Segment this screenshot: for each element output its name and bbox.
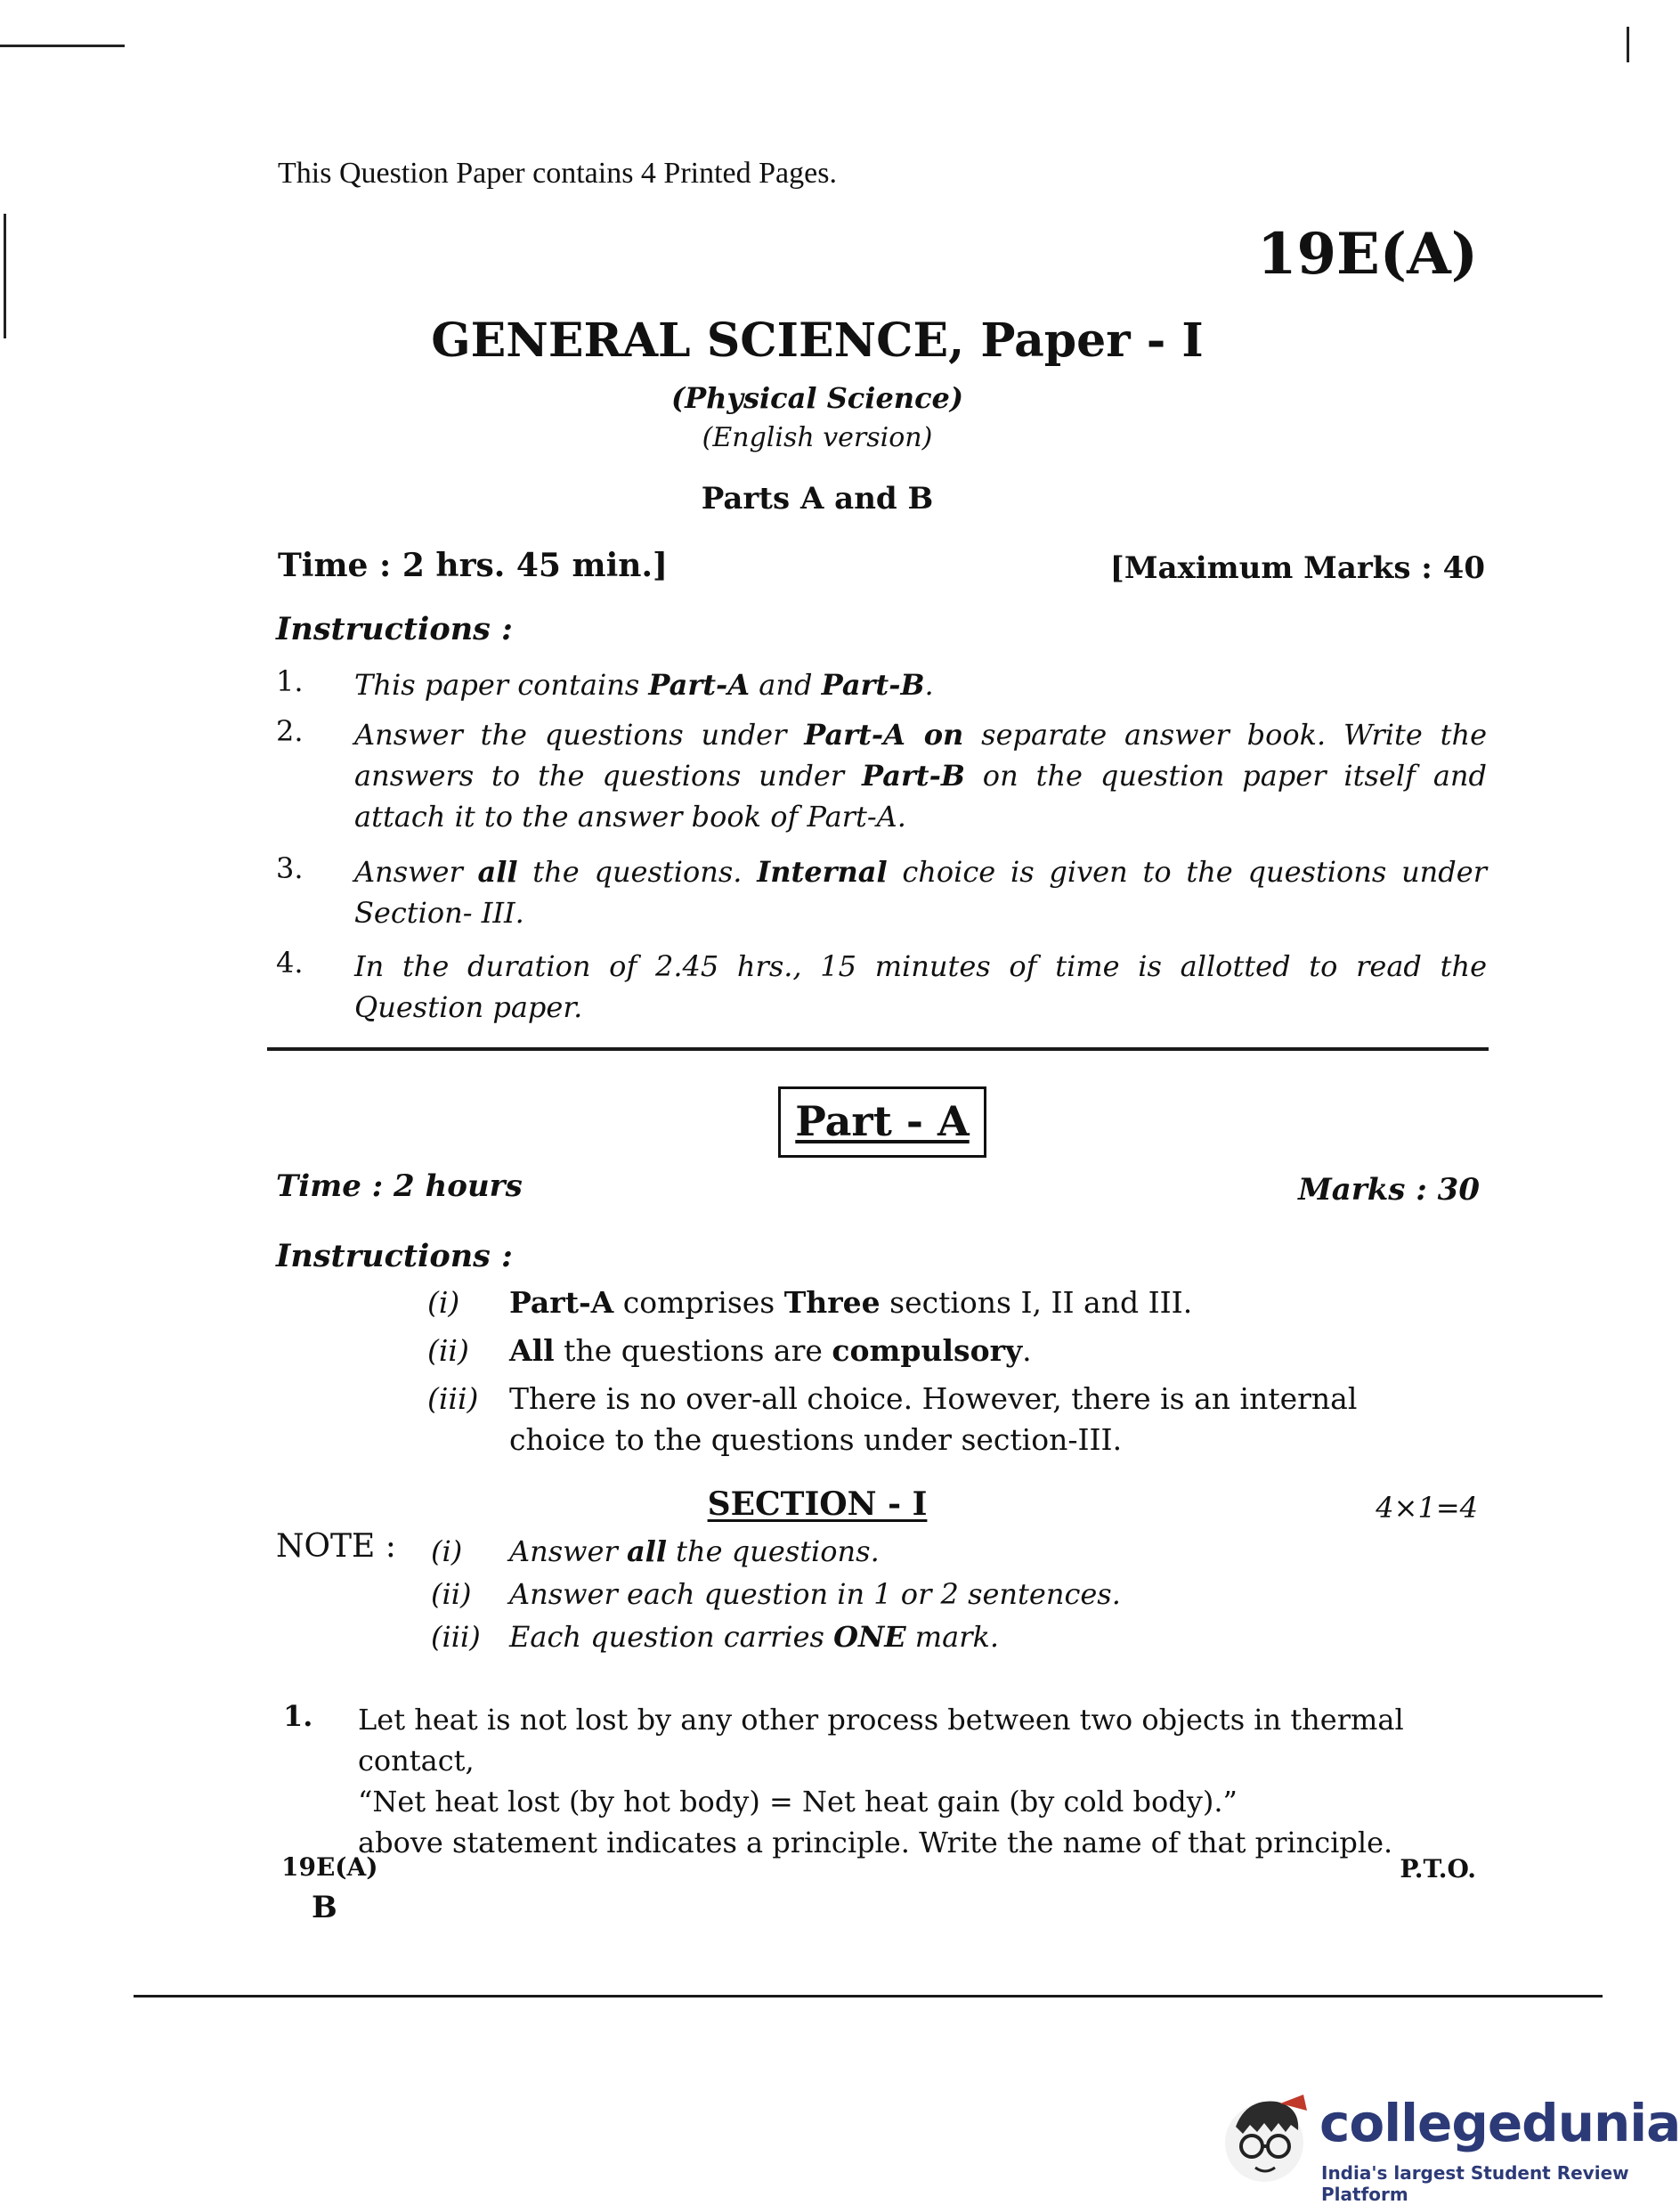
parts-label: Parts A and B bbox=[701, 481, 934, 517]
item-text: choice is given to the questions under Section- III. bbox=[354, 855, 1488, 930]
item-bold: Part-B bbox=[862, 759, 965, 793]
item-text: Answer bbox=[509, 1534, 627, 1568]
item-text: There is no over-all choice. However, there is an internal choice to the questions under section-III. bbox=[509, 1381, 1358, 1457]
question-1 bbox=[276, 1699, 1505, 1863]
item-text: Answer bbox=[354, 855, 478, 889]
list-item bbox=[431, 1530, 1321, 1573]
list-item bbox=[427, 1282, 1460, 1330]
max-marks: [Maximum Marks : 40 bbox=[1109, 550, 1485, 586]
scan-border-right bbox=[1627, 27, 1629, 62]
item-text: the questions. bbox=[666, 1534, 880, 1568]
item-text: the questions are bbox=[554, 1333, 832, 1368]
item-bold: ONE bbox=[833, 1620, 906, 1654]
list-item bbox=[431, 1573, 1321, 1615]
item-text: the questions. bbox=[517, 855, 758, 889]
part-a-instructions-heading: Instructions : bbox=[276, 1238, 513, 1274]
list-item bbox=[427, 1330, 1460, 1379]
bottom-divider bbox=[134, 1995, 1603, 1998]
item-text: and bbox=[750, 668, 822, 702]
question-line: Let heat is not lost by any other process between two objects in thermal contact, bbox=[358, 1703, 1404, 1778]
item-text: sections I, II and III. bbox=[880, 1285, 1193, 1320]
item-number: (ii) bbox=[431, 1577, 472, 1611]
pages-note: This Question Paper contains 4 Printed Pages. bbox=[278, 157, 837, 190]
section-1-title: SECTION - I bbox=[707, 1485, 928, 1523]
list-item bbox=[427, 1379, 1460, 1461]
item-number: (iii) bbox=[431, 1620, 481, 1654]
list-item bbox=[431, 1615, 1321, 1658]
footer-set-code: B bbox=[312, 1890, 337, 1925]
list-item bbox=[276, 946, 1487, 1035]
item-bold: Part-A on bbox=[804, 718, 964, 752]
footer-paper-code: 19E(A) bbox=[281, 1852, 378, 1882]
item-text: . bbox=[924, 668, 934, 702]
total-time: Time : 2 hrs. 45 min.] bbox=[278, 547, 669, 584]
list-item bbox=[276, 664, 1487, 714]
section-1-marks-formula: 4×1=4 bbox=[1376, 1491, 1478, 1525]
item-bold: all bbox=[477, 855, 518, 889]
item-text: Each question carries bbox=[509, 1620, 834, 1654]
part-a-marks: Marks : 30 bbox=[1298, 1172, 1480, 1208]
paper-subtitle: (Physical Science) bbox=[670, 381, 964, 415]
item-bold: Three bbox=[783, 1285, 881, 1320]
item-number: (i) bbox=[427, 1285, 460, 1320]
pto-label: P.T.O. bbox=[1400, 1854, 1476, 1884]
list-item bbox=[276, 851, 1487, 946]
section-1-notes bbox=[431, 1530, 1321, 1658]
item-number: 1. bbox=[276, 664, 304, 698]
paper-code: 19E(A) bbox=[1256, 221, 1478, 288]
item-text: . bbox=[1022, 1333, 1032, 1368]
part-a-instructions-list bbox=[427, 1282, 1460, 1461]
item-number: (iii) bbox=[427, 1381, 479, 1416]
item-bold: Part-A bbox=[648, 668, 751, 702]
item-number: 4. bbox=[276, 946, 304, 980]
item-bold: compulsory bbox=[832, 1333, 1023, 1368]
item-bold: Part-B bbox=[821, 668, 925, 702]
list-item bbox=[276, 714, 1487, 851]
watermark-tagline: India's largest Student Review Platform bbox=[1321, 2162, 1629, 2205]
general-instructions-list bbox=[276, 664, 1487, 1035]
item-bold: all bbox=[626, 1534, 667, 1568]
item-bold: Internal bbox=[757, 855, 888, 889]
item-text: In the duration of 2.45 hrs., 15 minutes of time is allotted to read the Question paper. bbox=[354, 949, 1487, 1024]
part-a-label: Part - A bbox=[795, 1097, 970, 1145]
item-number: (ii) bbox=[427, 1333, 469, 1368]
scan-border-top-left bbox=[0, 45, 125, 47]
item-number: 2. bbox=[276, 714, 304, 748]
item-text: separate answer book. Write the answers to the questions under bbox=[354, 718, 1488, 793]
part-a-heading bbox=[778, 1086, 986, 1158]
question-line: above statement indicates a principle. Write the name of that principle. bbox=[358, 1826, 1393, 1859]
item-text: Answer each question in 1 or 2 sentences. bbox=[509, 1577, 1121, 1611]
item-text: mark. bbox=[905, 1620, 1000, 1654]
item-text: on the question paper itself and attach it to the answer book of Part-A. bbox=[354, 759, 1488, 834]
instructions-heading: Instructions : bbox=[276, 611, 513, 647]
item-text: This paper contains bbox=[354, 668, 649, 702]
watermark-brand: collegedunia bbox=[1319, 2093, 1680, 2153]
item-number: (i) bbox=[431, 1534, 463, 1568]
question-number: 1. bbox=[283, 1699, 313, 1733]
paper-version: (English version) bbox=[702, 422, 933, 453]
note-label: NOTE : bbox=[276, 1528, 396, 1565]
item-bold: All bbox=[509, 1333, 555, 1368]
part-a-time: Time : 2 hours bbox=[276, 1168, 523, 1204]
item-bold: Part-A bbox=[509, 1285, 614, 1320]
question-line: “Net heat lost (by hot body) = Net heat gain (by cold body).” bbox=[358, 1785, 1238, 1819]
item-text: comprises bbox=[613, 1285, 784, 1320]
divider bbox=[267, 1047, 1489, 1051]
item-number: 3. bbox=[276, 851, 304, 885]
paper-title: GENERAL SCIENCE, Paper - I bbox=[431, 313, 1204, 368]
item-text: Answer the questions under bbox=[354, 718, 805, 752]
